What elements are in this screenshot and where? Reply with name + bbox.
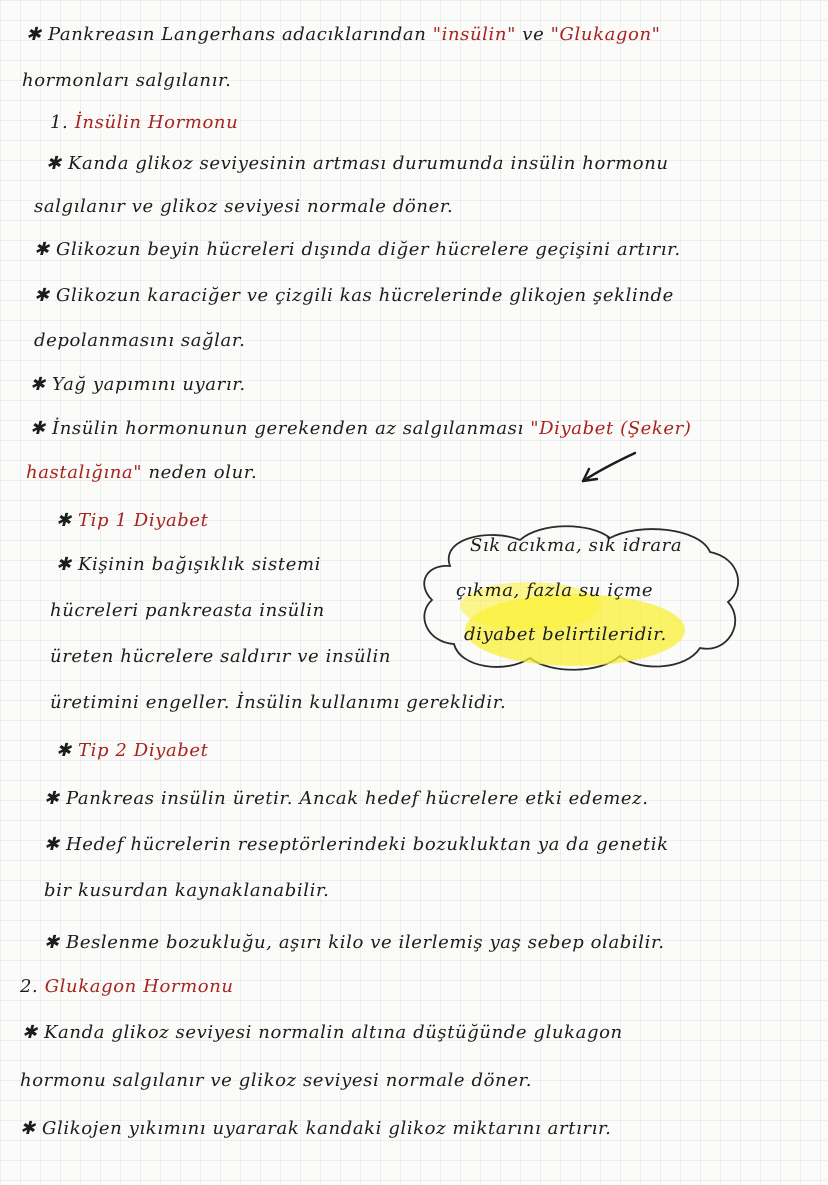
intro-text: ✱ Pankreasın Langerhans adacıklarından bbox=[26, 24, 427, 45]
tip1-title bbox=[56, 512, 209, 530]
section1-line-1: ✱ Kanda glikoz seviyesinin artması durumunda insülin hormonu bbox=[46, 153, 669, 174]
section2-number: 2. bbox=[20, 976, 39, 997]
intro-ve: ve bbox=[522, 24, 545, 45]
tip1-line-3: üreten hücrelere saldırır ve insülin bbox=[50, 646, 392, 667]
tip2-line-4: ✱ Beslenme bozukluğu, aşırı kilo ve ilerlemiş yaş sebep olabilir. bbox=[44, 932, 665, 953]
section1-line-8-text: neden olur. bbox=[148, 462, 258, 483]
section1-number: 1. bbox=[50, 112, 69, 133]
tip2-title bbox=[56, 742, 209, 760]
glukagon-quote: "Glukagon" bbox=[550, 24, 661, 45]
tip1-line-2: hücreleri pankreasta insülin bbox=[50, 600, 325, 621]
section1-line-3: ✱ Glikozun beyin hücreleri dışında diğer hücrelere geçişini artırır. bbox=[34, 239, 681, 260]
tip2-line-2: ✱ Hedef hücrelerin reseptörlerindeki bozukluktan ya da genetik bbox=[44, 834, 669, 855]
tip2-star-icon: ✱ bbox=[56, 740, 72, 761]
section1-heading bbox=[50, 114, 238, 132]
section1-line-4: ✱ Glikozun karaciğer ve çizgili kas hücrelerinde glikojen şeklinde bbox=[34, 285, 674, 306]
arrow-icon bbox=[565, 445, 645, 495]
intro-line-1 bbox=[26, 26, 661, 44]
insulin-quote: "insülin" bbox=[432, 24, 516, 45]
tip1-star-icon: ✱ bbox=[56, 510, 72, 531]
section1-line-2: salgılanır ve glikoz seviyesi normale döner. bbox=[34, 196, 454, 217]
section1-title: İnsülin Hormonu bbox=[74, 112, 239, 133]
section2-heading bbox=[20, 978, 234, 996]
diyabet-quote: "Diyabet (Şeker) bbox=[530, 418, 692, 439]
section2-line-3: ✱ Glikojen yıkımını uyararak kandaki glikoz miktarını artırır. bbox=[20, 1118, 612, 1139]
tip1-title-text: Tip 1 Diyabet bbox=[78, 510, 209, 531]
tip2-title-text: Tip 2 Diyabet bbox=[78, 740, 209, 761]
section1-line-7 bbox=[30, 420, 692, 438]
tip2-line-3: bir kusurdan kaynaklanabilir. bbox=[44, 880, 330, 901]
section1-line-5: depolanmasını sağlar. bbox=[34, 330, 246, 351]
cloud-line-3: diyabet belirtileridir. bbox=[464, 624, 667, 645]
intro-line-2: hormonları salgılanır. bbox=[22, 70, 232, 91]
section2-title: Glukagon Hormonu bbox=[44, 976, 234, 997]
cloud-line-1: Sık acıkma, sık idrara bbox=[470, 535, 683, 556]
section2-line-1: ✱ Kanda glikoz seviyesi normalin altına düştüğünde glukagon bbox=[22, 1022, 623, 1043]
section1-line-7-text: ✱ İnsülin hormonunun gerekenden az salgılanması bbox=[30, 418, 524, 439]
tip1-line-1: ✱ Kişinin bağışıklık sistemi bbox=[56, 554, 321, 575]
tip1-line-4: üretimini engeller. İnsülin kullanımı gereklidir. bbox=[50, 692, 507, 713]
section1-line-8 bbox=[26, 464, 257, 482]
hastaligina-quote: hastalığına" bbox=[26, 462, 143, 483]
tip2-line-1: ✱ Pankreas insülin üretir. Ancak hedef hücrelere etki edemez. bbox=[44, 788, 649, 809]
section2-line-2: hormonu salgılanır ve glikoz seviyesi normale döner. bbox=[20, 1070, 533, 1091]
section1-line-6: ✱ Yağ yapımını uyarır. bbox=[30, 374, 246, 395]
cloud-line-2: çıkma, fazla su içme bbox=[456, 580, 654, 601]
